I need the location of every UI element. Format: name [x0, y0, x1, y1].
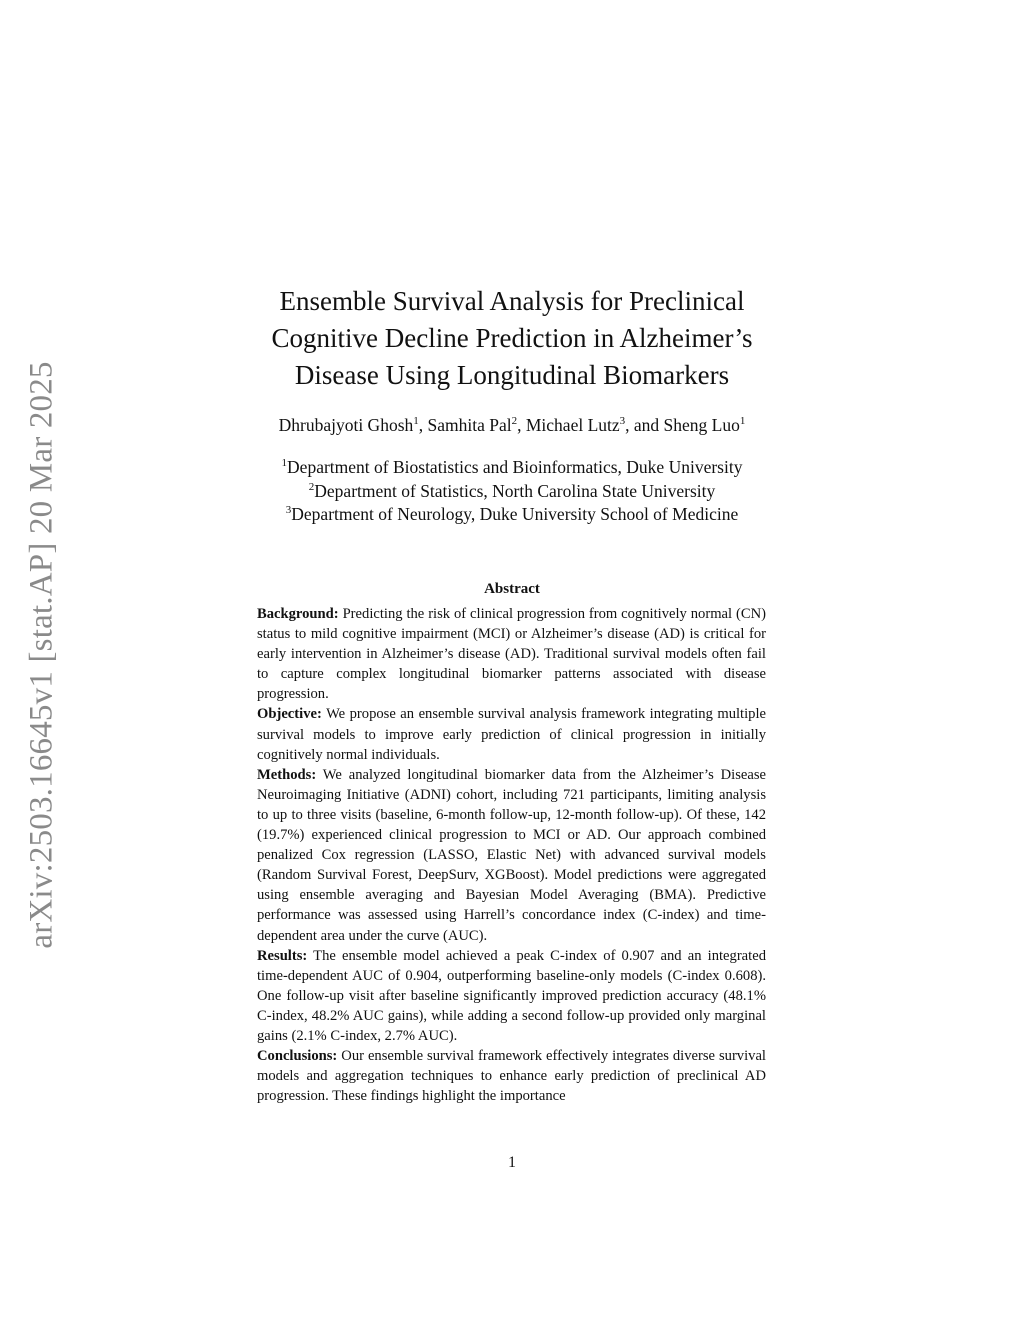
title-line: Ensemble Survival Analysis for Preclinical	[279, 286, 745, 316]
abstract-heading: Abstract	[484, 581, 540, 597]
author-name: Michael Lutz	[525, 415, 620, 435]
author-affiliation-mark: 2	[511, 415, 518, 427]
abstract-conclusions	[257, 1046, 766, 1106]
abstract-methods	[257, 765, 766, 946]
affiliation-number: 3	[285, 504, 292, 516]
page-number: 1	[508, 1154, 516, 1171]
arxiv-identifier-stamp: arXiv:2503.16645v1 [stat.AP] 20 Mar 2025	[23, 361, 60, 949]
author-list	[212, 413, 812, 437]
affiliation-list	[212, 456, 812, 527]
author-name: Dhrubajyoti Ghosh	[278, 415, 414, 435]
section-label: Results:	[257, 947, 308, 964]
section-label: Methods:	[257, 766, 317, 783]
author-name: Sheng Luo	[663, 415, 740, 435]
author-separator: , and	[625, 415, 664, 435]
section-text: Our ensemble survival framework effectively integrates diverse survival models and aggregation techniques to enhance early prediction of preclinical AD progression. These findings highlight the importance	[257, 1048, 766, 1105]
section-text: We propose an ensemble survival analysis framework integrating multiple survival models to improve early prediction of clinical progression in initially cognitively normal individuals.	[257, 706, 766, 763]
section-label: Background:	[257, 606, 339, 622]
affiliation-text: Department of Neurology, Duke University School of Medicine	[291, 504, 739, 524]
affiliation	[212, 480, 812, 504]
abstract-body	[257, 604, 766, 1106]
affiliation-text: Department of Statistics, North Carolina State University	[314, 480, 716, 501]
author-affiliation-mark: 1	[739, 415, 746, 427]
affiliation-number: 1	[281, 457, 288, 469]
affiliation-text: Department of Biostatistics and Bioinformatics, Duke University	[287, 457, 743, 477]
section-label: Conclusions:	[257, 1048, 338, 1065]
author-separator: ,	[418, 415, 428, 435]
section-text: The ensemble model achieved a peak C-index of 0.907 and an integrated time-dependent AUC of 0.904, outperforming baseline-only models (C-index 0.608). One follow-up visit after baseline significantly improved prediction accuracy (48.1% C-index, 48.2% AUC gains), while adding a second follow-up provided only marginal gains (2.1% C-index, 2.7% AUC).	[257, 947, 766, 1044]
abstract-results	[257, 946, 766, 1046]
section-label: Objective:	[257, 706, 322, 723]
affiliation	[212, 503, 812, 527]
section-text: We analyzed longitudinal biomarker data from the Alzheimer’s Disease Neuroimaging Initiative (ADNI) cohort, including 721 participants, limiting analysis to up to three visits (baseline, 6-month follow-up, 12-month follow-up). Of these, 142 (19.7%) experienced clinical progression to MCI or AD. Our approach combined penalized Cox regression (LASSO, Elastic Net) with advanced survival models (Random Survival Forest, DeepSurv, XGBoost). Model predictions were aggregated using ensemble averaging and Bayesian Model Averaging (BMA). Predictive performance was assessed using Harrell’s concordance index (C-index) and time-dependent area under the curve (AUC).	[257, 766, 766, 944]
section-text: Predicting the risk of clinical progression from cognitively normal (CN) status to mild cognitive impairment (MCI) or Alzheimer’s disease (AD) is critical for early intervention in Alzheimer’s disease (AD). Traditional survival models often fail to capture complex longitudinal biomarker patterns associated with disease progression.	[257, 606, 766, 703]
author-name: Samhita Pal	[427, 415, 512, 435]
title-line: Disease Using Longitudinal Biomarkers	[294, 360, 730, 390]
author-affiliation-mark: 1	[413, 415, 419, 427]
abstract-objective	[257, 704, 766, 764]
affiliation	[212, 456, 812, 480]
affiliation-number: 2	[308, 480, 315, 493]
author-separator: ,	[517, 415, 526, 435]
title-line: Cognitive Decline Prediction in Alzheimer’s	[271, 323, 753, 353]
abstract-background	[257, 604, 766, 704]
paper-title	[212, 283, 812, 394]
author-affiliation-mark: 3	[619, 415, 626, 427]
